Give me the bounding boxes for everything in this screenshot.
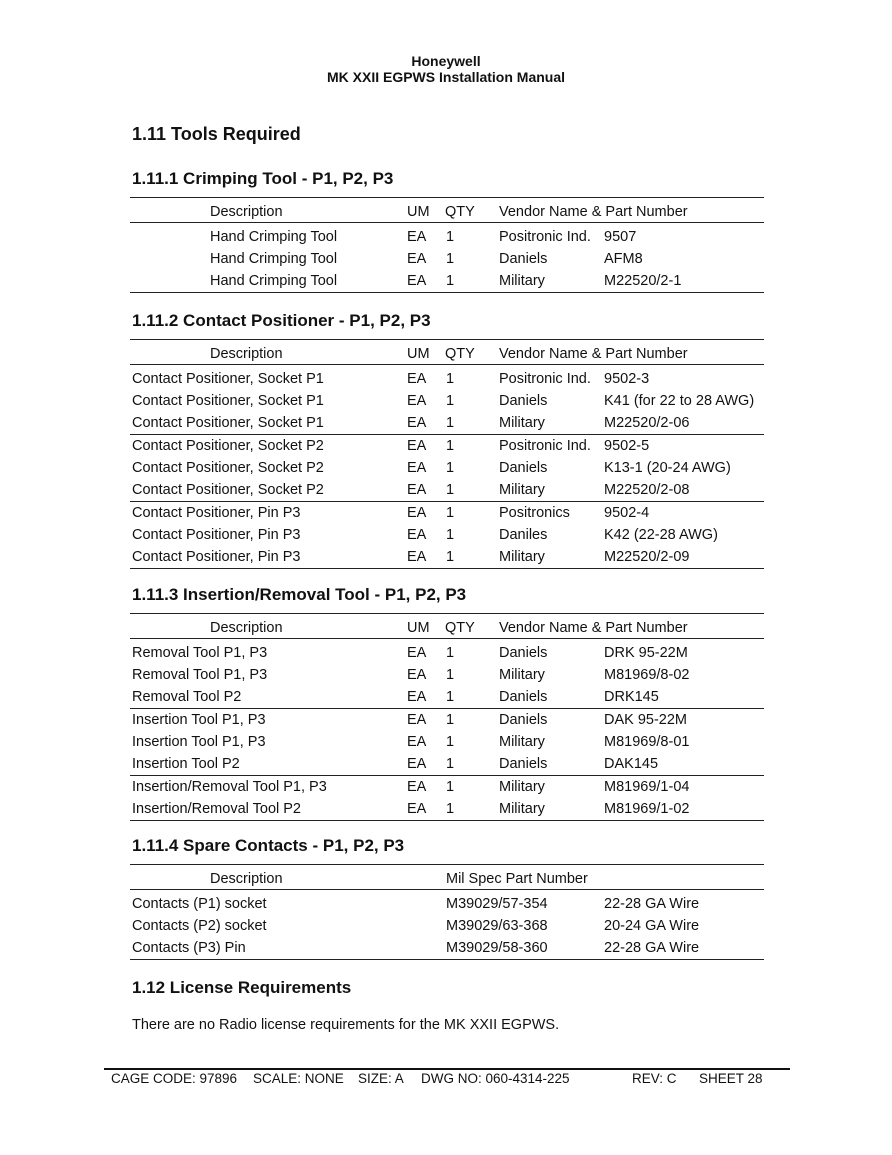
cell-vendor: Military (499, 801, 545, 817)
cell-um: EA (407, 460, 427, 476)
cell-description: Contact Positioner, Pin P3 (132, 527, 301, 543)
crimping-title: 1.11.1 Crimping Tool - P1, P2, P3 (132, 169, 394, 188)
cell-um: EA (407, 527, 427, 543)
cell-wire: 22-28 GA Wire (604, 896, 700, 912)
manual-title: MK XXII EGPWS Installation Manual (326, 69, 566, 85)
cell-description: Hand Crimping Tool (210, 251, 338, 267)
col-um: UM (407, 346, 430, 362)
cell-part-number: DRK 95-22M (604, 645, 688, 661)
cell-part-number: 9502-4 (604, 505, 650, 521)
table-header (130, 339, 764, 365)
cell-um: EA (407, 689, 427, 705)
table-row (130, 412, 764, 435)
cell-part-number: M81969/8-02 (604, 667, 690, 683)
cell-part-number: DRK145 (604, 689, 659, 705)
cell-qty: 1 (446, 779, 455, 795)
cell-description: Contact Positioner, Socket P1 (132, 415, 324, 431)
cell-qty: 1 (446, 527, 455, 543)
cell-vendor: Military (499, 549, 545, 565)
cell-vendor: Military (499, 415, 545, 431)
table-header (130, 197, 764, 223)
dwg-number: DWG NO: 060-4314-225 (421, 1071, 570, 1086)
cell-vendor: Military (499, 734, 545, 750)
cell-part-number: M22520/2-08 (604, 482, 690, 498)
cell-mil-spec: M39029/63-368 (446, 918, 548, 934)
footer-divider (104, 1068, 790, 1070)
cell-qty: 1 (446, 371, 455, 387)
cell-description: Contact Positioner, Socket P2 (132, 482, 324, 498)
cell-description: Contacts (P2) socket (132, 918, 267, 934)
cell-qty: 1 (446, 251, 455, 267)
cell-vendor: Daniels (499, 756, 548, 772)
cell-um: EA (407, 734, 427, 750)
table-row (130, 270, 764, 293)
table-row (130, 664, 764, 686)
cell-vendor: Military (499, 667, 545, 683)
cell-vendor: Daniels (499, 645, 548, 661)
cell-description: Hand Crimping Tool (210, 273, 338, 289)
cell-vendor: Daniels (499, 393, 548, 409)
scale: SCALE: NONE (253, 1071, 344, 1086)
cell-description: Contact Positioner, Socket P2 (132, 460, 324, 476)
cell-description: Insertion Tool P2 (132, 756, 240, 772)
cell-qty: 1 (446, 393, 455, 409)
cell-qty: 1 (446, 415, 455, 431)
cell-part-number: K42 (22-28 AWG) (604, 527, 718, 543)
cell-um: EA (407, 229, 427, 245)
cell-description: Contact Positioner, Pin P3 (132, 549, 301, 565)
cell-mil-spec: M39029/57-354 (446, 896, 548, 912)
cell-qty: 1 (446, 482, 455, 498)
col-qty: QTY (445, 346, 475, 362)
cell-um: EA (407, 549, 427, 565)
positioner-title: 1.11.2 Contact Positioner - P1, P2, P3 (132, 311, 431, 330)
cell-qty: 1 (446, 505, 455, 521)
cell-wire: 20-24 GA Wire (604, 918, 700, 934)
col-description: Description (210, 346, 283, 362)
cell-description: Insertion/Removal Tool P2 (132, 801, 301, 817)
table-row (130, 753, 764, 776)
cell-part-number: DAK 95-22M (604, 712, 688, 728)
table-row (130, 457, 764, 479)
cell-um: EA (407, 482, 427, 498)
cell-qty: 1 (446, 229, 455, 245)
cell-qty: 1 (446, 460, 455, 476)
cell-um: EA (407, 251, 427, 267)
table-header (130, 613, 764, 639)
cell-wire: 22-28 GA Wire (604, 940, 700, 956)
page-header (0, 53, 892, 85)
cell-qty: 1 (446, 645, 455, 661)
cell-description: Removal Tool P1, P3 (132, 645, 268, 661)
spare-title: 1.11.4 Spare Contacts - P1, P2, P3 (132, 836, 405, 855)
col-mil-spec: Mil Spec Part Number (446, 871, 588, 887)
spare-table (130, 864, 764, 960)
table-row (130, 642, 764, 664)
cell-description: Removal Tool P1, P3 (132, 667, 268, 683)
cell-description: Removal Tool P2 (132, 689, 242, 705)
cell-qty: 1 (446, 438, 455, 454)
col-description: Description (210, 871, 283, 887)
cell-um: EA (407, 438, 427, 454)
cell-um: EA (407, 273, 427, 289)
cell-vendor: Positronics (499, 505, 570, 521)
cell-part-number: M81969/1-02 (604, 801, 690, 817)
table-row (130, 479, 764, 502)
cell-part-number: DAK145 (604, 756, 659, 772)
cell-um: EA (407, 393, 427, 409)
col-um: UM (407, 204, 430, 220)
cell-um: EA (407, 371, 427, 387)
cell-um: EA (407, 415, 427, 431)
cell-part-number: 9502-3 (604, 371, 650, 387)
table-row (130, 226, 764, 248)
company-name: Honeywell (411, 53, 481, 69)
cell-part-number: 9507 (604, 229, 637, 245)
size: SIZE: A (358, 1071, 404, 1086)
cell-vendor: Daniles (499, 527, 548, 543)
table-row (130, 937, 764, 960)
cell-vendor: Daniels (499, 251, 548, 267)
table-header (130, 864, 764, 890)
cell-qty: 1 (446, 734, 455, 750)
cell-vendor: Positronic Ind. (499, 371, 591, 387)
cell-vendor: Daniels (499, 712, 548, 728)
cell-part-number: M22520/2-06 (604, 415, 690, 431)
cell-description: Contact Positioner, Socket P2 (132, 438, 324, 454)
col-vendor: Vendor Name & Part Number (499, 346, 688, 362)
cell-description: Contact Positioner, Socket P1 (132, 371, 324, 387)
table-row (130, 709, 764, 731)
table-row (130, 776, 764, 798)
cell-um: EA (407, 712, 427, 728)
cell-part-number: K41 (for 22 to 28 AWG) (604, 393, 755, 409)
cell-part-number: 9502-5 (604, 438, 650, 454)
table-row (130, 686, 764, 709)
cell-part-number: AFM8 (604, 251, 643, 267)
cell-um: EA (407, 667, 427, 683)
table-row (130, 546, 764, 569)
cell-qty: 1 (446, 756, 455, 772)
insertion-table (130, 613, 764, 821)
cell-vendor: Military (499, 779, 545, 795)
revision: REV: C (632, 1071, 677, 1086)
cell-vendor: Military (499, 273, 545, 289)
license-text: There are no Radio license requirements for the MK XXII EGPWS. (132, 1017, 560, 1033)
col-description: Description (210, 620, 283, 636)
col-qty: QTY (445, 204, 475, 220)
cell-description: Insertion Tool P1, P3 (132, 712, 266, 728)
col-vendor: Vendor Name & Part Number (499, 204, 688, 220)
cell-vendor: Positronic Ind. (499, 438, 591, 454)
cell-um: EA (407, 779, 427, 795)
insertion-title: 1.11.3 Insertion/Removal Tool - P1, P2, P3 (132, 585, 467, 604)
cage-code: CAGE CODE: 97896 (111, 1071, 238, 1086)
cell-um: EA (407, 505, 427, 521)
col-um: UM (407, 620, 430, 636)
table-row (130, 524, 764, 546)
cell-qty: 1 (446, 549, 455, 565)
col-description: Description (210, 204, 283, 220)
cell-mil-spec: M39029/58-360 (446, 940, 548, 956)
cell-qty: 1 (446, 667, 455, 683)
cell-description: Contacts (P1) socket (132, 896, 267, 912)
cell-description: Insertion Tool P1, P3 (132, 734, 266, 750)
cell-vendor: Military (499, 482, 545, 498)
table-row (130, 915, 764, 937)
cell-um: EA (407, 801, 427, 817)
positioner-table (130, 339, 764, 569)
cell-description: Hand Crimping Tool (210, 229, 338, 245)
table-row (130, 390, 764, 412)
table-row (130, 435, 764, 457)
cell-qty: 1 (446, 689, 455, 705)
table-row (130, 502, 764, 524)
cell-part-number: K13-1 (20-24 AWG) (604, 460, 731, 476)
cell-description: Contact Positioner, Socket P1 (132, 393, 324, 409)
cell-um: EA (407, 645, 427, 661)
cell-qty: 1 (446, 801, 455, 817)
cell-description: Contact Positioner, Pin P3 (132, 505, 301, 521)
crimping-table (130, 197, 764, 293)
cell-part-number: M81969/1-04 (604, 779, 690, 795)
table-row (130, 368, 764, 390)
cell-description: Contacts (P3) Pin (132, 940, 246, 956)
cell-part-number: M22520/2-09 (604, 549, 690, 565)
cell-part-number: M81969/8-01 (604, 734, 690, 750)
table-row (130, 731, 764, 753)
col-qty: QTY (445, 620, 475, 636)
cell-um: EA (407, 756, 427, 772)
cell-description: Insertion/Removal Tool P1, P3 (132, 779, 327, 795)
cell-qty: 1 (446, 712, 455, 728)
license-title: 1.12 License Requirements (132, 978, 352, 997)
table-row (130, 798, 764, 821)
cell-vendor: Positronic Ind. (499, 229, 591, 245)
cell-part-number: M22520/2-1 (604, 273, 682, 289)
col-vendor: Vendor Name & Part Number (499, 620, 688, 636)
cell-qty: 1 (446, 273, 455, 289)
table-row (130, 248, 764, 270)
section-title: 1.11 Tools Required (132, 124, 301, 144)
sheet-number: SHEET 28 (699, 1071, 763, 1086)
cell-vendor: Daniels (499, 689, 548, 705)
cell-vendor: Daniels (499, 460, 548, 476)
table-row (130, 893, 764, 915)
